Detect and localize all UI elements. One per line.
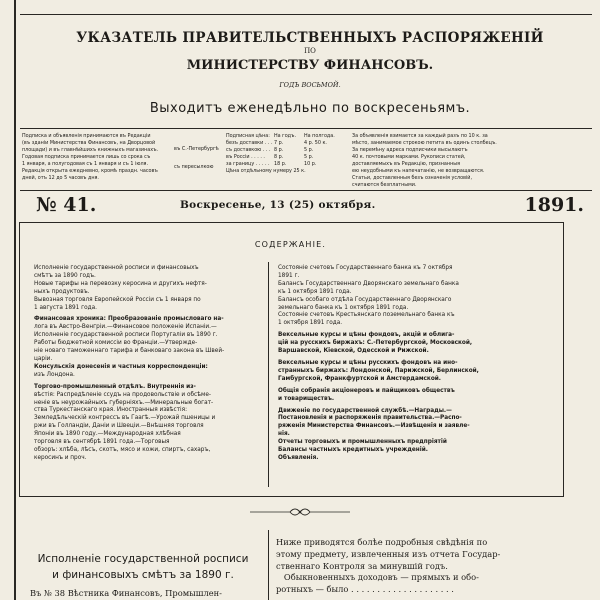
article-title-line1: Исполненіе государственной росписи — [37, 553, 249, 565]
contents-column-divider — [268, 262, 269, 487]
subscription-price-labels: Подписная цѣна: безъ доставки . . . съ доставкою . . . въ Россіи . . . . . за границу . . . . . Цѣна отдѣльному нумеру 25 к. — [226, 133, 306, 174]
article-left-text: Въ № 38 Вѣстника Финансовъ, Промышлен- — [30, 588, 222, 598]
subscription-left: Подписка и объявленія принимаются въ Редакціи (въ зданіи Министерства Финансовъ, на Дворцовой площади) и въ главнѣйшихъ книжныхъ магазинахъ. Годовая подписка принимается лишь со срока съ 1 января, а полугодовая съ 1 января и съ 1 іюля. Редакція открыта ежедневно, кромѣ праздн. часовъ дней, отъ 12 до 5 часовъ дня. — [22, 133, 159, 181]
masthead-year-line: ГОДЪ ВОСЬМОЙ. — [279, 81, 341, 89]
article-right-text: Ниже приводятся болѣе подробныя свѣдѣнія по этому предмету, извлеченныя изъ отчета Государ- ственнаго Контроля за минувшій годъ. Обыкновенныхъ доходовъ — прямыхъ и обо- ротныхъ — было . . . . . . . . . . . . . . . . . . . . — [276, 537, 501, 595]
masthead-title-line2: ПО — [304, 47, 316, 55]
subscription-places: въ С.-Петербургѣ съ пересылкою — [174, 146, 219, 170]
issue-bar — [20, 194, 592, 216]
masthead-frequency: Выходитъ еженедѣльно по воскресеньямъ. — [149, 101, 471, 116]
subscription-year-prices: На годъ. 7 р. 8 р. 8 р. 18 р. — [274, 133, 296, 167]
rule-above-issue — [20, 190, 592, 191]
contents-left-column: Исполненіе государственной росписи и финансовыхъ смѣтъ за 1890 годъ. Новые тарифы на перевозку керосина и другихъ нефтя- ныхъ продуктовъ. Вывозная торговля Европейской Россіи съ 1 января по 1 августа 1891 года. Финансовая хроника: Преобразованіе промысловаго на- лога въ Австро-Венгріи.—Финансовое положеніе Испаніи.— Исполненіе государственной росписи Португаліи въ 1890 г. Работы бюджетной комиссіи во Франціи.—Утвержде- ніе новаго таможеннаго тарифа и банковаго закона въ Швей- царіи. Консульскія донесенія и частныя корреспонденціи: изъ Лондона. Торгово-промышленный отдѣлъ. Внутреннія из- вѣстія: Распредѣленіе ссудъ на продовольствіе и обсѣме- неніе въ неурожайныхъ губерніяхъ.—Минеральные богат- ства Туркестанскаго края. Иностранныя извѣстія: Земледѣльческій контрессъ въ Гаагѣ.—Урожай пшеницы и ржи въ Голландіи, Даніи и Швеціи.—Внѣшняя торговля Японіи въ 1890 году.—Международная хлѣбная торговля въ сентябрѣ 1891 года.—Торговыя обзоръ: хлѣба, лѣсъ, скотъ, мясо и кожи, спиртъ, сахаръ, керосинъ и проч. — [34, 263, 225, 461]
contents-heading: СОДЕРЖАНІЕ. — [254, 240, 327, 249]
ornament-divider — [0, 505, 600, 521]
masthead-title-line3: МИНИСТЕРСТВУ ФИНАНСОВЪ. — [186, 58, 434, 73]
masthead-title-line1: УКАЗАТЕЛЬ ПРАВИТЕЛЬСТВЕННЫХЪ РАСПОРЯЖЕНІЙ — [76, 30, 544, 46]
issue-date: Воскресенье, 13 (25) октября. — [180, 199, 376, 211]
rule-above-subscription — [20, 128, 592, 129]
ornament-flourish-icon — [240, 505, 360, 519]
top-rule — [20, 14, 592, 15]
article-title-line2: и финансовыхъ смѣтъ за 1890 г. — [52, 569, 234, 581]
issue-year: 1891. — [524, 194, 584, 216]
subscription-half-prices: На полгода. 4 р. 50 к. 5 р. 5 р. 10 р. — [304, 133, 335, 167]
contents-right-column: Состояніе счетовъ Государственнаго банка къ 7 октября 1891 г. Балансъ Государственнаго Дворянскаго земельнаго банка къ 1 октября 1891 года. Балансъ особаго отдѣла Государственнаго Дворянскаго земельнаго банка къ 1 октября 1891 года. Состояніе счетовъ Крестьянскаго поземельнаго банка къ 1 октября 1891 года. Вексельные курсы и цѣны фондовъ, акцій и облига- цій на русскихъ биржахъ: С.-Петербургской, Московской, Варшавской, Кіевской, Одесской и Рижской. Вексельные курсы и цѣны русскихъ фондовъ на ино- странныхъ биржахъ: Лондонской, Парижской, Берлинской, Гамбургской, Франкфуртской и Амстердамской. Общія собранія акціонеровъ и пайщиковъ обществъ и товариществъ. Движеніе по государственной службѣ.—Награды.— Постановленія и распоряженія правительства.—Распо- ряженія Министерства Финансовъ.—Извѣщенія и заявле- нія. Отчеты торговыхъ и промышленныхъ предпріятій Балансы частныхъ кредитныхъ учрежденій. Объявленія. — [278, 263, 479, 461]
subscription-right: За объявленія взимается за каждый разъ по 10 к. за мѣсто, занимаемое строкою петита въ одинъ столбецъ. За перемѣну адреса подписчики высылаютъ 40 к. почтовыми марками. Рукописи статей, доставляемыхъ въ Редакцію, признанныя ею неудобными къ напечатанію, не возвращаются. Статьи, доставленныя безъ означенія условій, считаются безплатными. — [352, 133, 497, 188]
issue-number: № 41. — [36, 194, 97, 216]
article-column-divider — [268, 530, 269, 600]
